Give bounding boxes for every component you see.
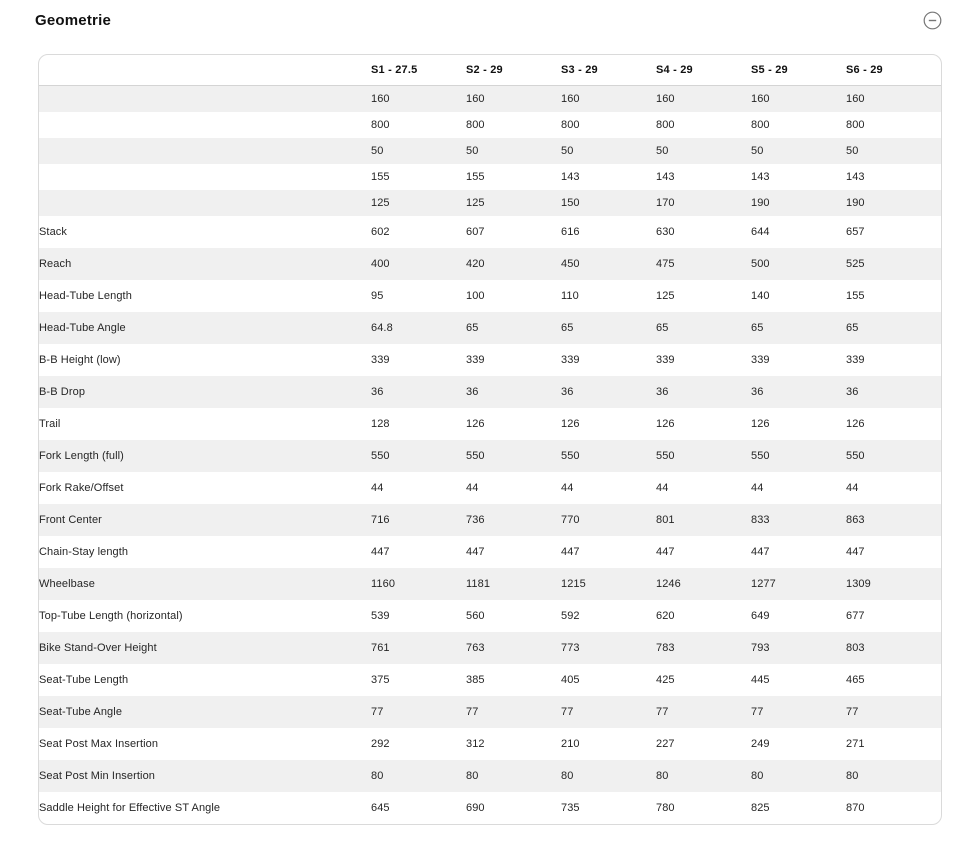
row-label: Front Center	[39, 514, 102, 526]
cell-value: 550	[371, 450, 390, 462]
cell-value: 125	[656, 290, 675, 302]
cell-value: 447	[846, 546, 865, 558]
cell-value: 292	[371, 738, 390, 750]
table-row	[39, 792, 941, 824]
cell-value: 44	[371, 482, 384, 494]
cell-value: 160	[371, 93, 390, 105]
table-row	[39, 138, 941, 164]
geometry-table	[39, 55, 941, 824]
minus-circle-icon	[923, 11, 942, 30]
cell-value: 825	[751, 802, 770, 814]
cell-value: 447	[656, 546, 675, 558]
cell-value: 77	[466, 706, 479, 718]
cell-value: 539	[371, 610, 390, 622]
cell-value: 155	[466, 171, 485, 183]
cell-value: 50	[751, 145, 764, 157]
cell-value: 592	[561, 610, 580, 622]
cell-value: 1181	[466, 578, 491, 590]
cell-value: 447	[371, 546, 390, 558]
cell-value: 126	[561, 418, 580, 430]
cell-value: 77	[561, 706, 574, 718]
column-header: S5 - 29	[751, 55, 846, 86]
table-row	[39, 536, 941, 568]
cell-value: 80	[656, 770, 669, 782]
row-label	[39, 164, 371, 190]
cell-value: 1246	[656, 578, 681, 590]
table-row	[39, 664, 941, 696]
cell-value: 160	[466, 93, 485, 105]
cell-value: 447	[466, 546, 485, 558]
cell-value: 210	[561, 738, 580, 750]
cell-value: 616	[561, 226, 580, 238]
cell-value: 649	[751, 610, 770, 622]
cell-value: 803	[846, 642, 865, 654]
row-label: Head-Tube Length	[39, 290, 132, 302]
cell-value: 128	[371, 418, 390, 430]
cell-value: 447	[751, 546, 770, 558]
row-label: Fork Length (full)	[39, 450, 124, 462]
cell-value: 100	[466, 290, 485, 302]
cell-value: 77	[371, 706, 384, 718]
cell-value: 607	[466, 226, 485, 238]
cell-value: 644	[751, 226, 770, 238]
cell-value: 44	[466, 482, 479, 494]
row-label: Fork Rake/Offset	[39, 482, 124, 494]
cell-value: 80	[371, 770, 384, 782]
cell-value: 160	[656, 93, 675, 105]
column-header: S4 - 29	[656, 55, 751, 86]
cell-value: 475	[656, 258, 675, 270]
cell-value: 80	[561, 770, 574, 782]
cell-value: 44	[656, 482, 669, 494]
cell-value: 143	[751, 171, 770, 183]
row-label: Seat Post Min Insertion	[39, 770, 156, 782]
cell-value: 190	[846, 197, 865, 209]
cell-value: 800	[656, 119, 675, 131]
table-row	[39, 216, 941, 248]
row-label: Stack	[39, 226, 68, 238]
table-row	[39, 472, 941, 504]
column-header: S2 - 29	[466, 55, 561, 86]
cell-value: 800	[846, 119, 865, 131]
cell-value: 1160	[371, 578, 396, 590]
cell-value: 716	[371, 514, 390, 526]
cell-value: 312	[466, 738, 485, 750]
cell-value: 465	[846, 674, 865, 686]
cell-value: 160	[561, 93, 580, 105]
cell-value: 126	[751, 418, 770, 430]
cell-value: 500	[751, 258, 770, 270]
section-title: Geometrie	[35, 11, 111, 29]
row-label: B-B Height (low)	[39, 354, 121, 366]
cell-value: 65	[656, 322, 669, 334]
row-label	[39, 112, 371, 138]
row-label: Seat-Tube Angle	[39, 706, 123, 718]
row-label	[39, 86, 371, 113]
cell-value: 65	[751, 322, 764, 334]
cell-value: 50	[846, 145, 859, 157]
cell-value: 645	[371, 802, 390, 814]
cell-value: 1309	[846, 578, 871, 590]
row-label: Seat Post Max Insertion	[39, 738, 159, 750]
table-row	[39, 112, 941, 138]
cell-value: 339	[751, 354, 770, 366]
column-header: S6 - 29	[846, 55, 941, 86]
cell-value: 36	[751, 386, 764, 398]
table-row	[39, 408, 941, 440]
cell-value: 735	[561, 802, 580, 814]
cell-value: 125	[371, 197, 390, 209]
cell-value: 450	[561, 258, 580, 270]
table-row	[39, 312, 941, 344]
cell-value: 44	[846, 482, 859, 494]
cell-value: 36	[656, 386, 669, 398]
cell-value: 800	[561, 119, 580, 131]
cell-value: 339	[466, 354, 485, 366]
cell-value: 36	[846, 386, 859, 398]
column-header-blank	[39, 55, 371, 86]
cell-value: 375	[371, 674, 390, 686]
cell-value: 870	[846, 802, 865, 814]
cell-value: 143	[846, 171, 865, 183]
cell-value: 36	[466, 386, 479, 398]
cell-value: 50	[656, 145, 669, 157]
cell-value: 602	[371, 226, 390, 238]
cell-value: 620	[656, 610, 675, 622]
row-label: Trail	[39, 418, 61, 430]
cell-value: 77	[656, 706, 669, 718]
cell-value: 761	[371, 642, 390, 654]
cell-value: 65	[466, 322, 479, 334]
table-row	[39, 728, 941, 760]
table-row	[39, 86, 941, 113]
table-row	[39, 632, 941, 664]
cell-value: 833	[751, 514, 770, 526]
cell-value: 770	[561, 514, 580, 526]
cell-value: 227	[656, 738, 675, 750]
cell-value: 170	[656, 197, 675, 209]
cell-value: 36	[561, 386, 574, 398]
row-label: Bike Stand-Over Height	[39, 642, 157, 654]
cell-value: 560	[466, 610, 485, 622]
table-row	[39, 344, 941, 376]
cell-value: 143	[561, 171, 580, 183]
table-row	[39, 696, 941, 728]
cell-value: 44	[561, 482, 574, 494]
cell-value: 150	[561, 197, 580, 209]
cell-value: 420	[466, 258, 485, 270]
table-row	[39, 600, 941, 632]
cell-value: 50	[371, 145, 384, 157]
cell-value: 863	[846, 514, 865, 526]
cell-value: 95	[371, 290, 384, 302]
cell-value: 773	[561, 642, 580, 654]
row-label: Wheelbase	[39, 578, 95, 590]
row-label: Top-Tube Length (horizontal)	[39, 610, 183, 622]
cell-value: 780	[656, 802, 675, 814]
cell-value: 126	[466, 418, 485, 430]
cell-value: 271	[846, 738, 865, 750]
cell-value: 65	[561, 322, 574, 334]
table-row	[39, 440, 941, 472]
cell-value: 126	[846, 418, 865, 430]
cell-value: 445	[751, 674, 770, 686]
cell-value: 550	[656, 450, 675, 462]
cell-value: 550	[466, 450, 485, 462]
cell-value: 36	[371, 386, 384, 398]
cell-value: 155	[846, 290, 865, 302]
cell-value: 763	[466, 642, 485, 654]
table-row	[39, 504, 941, 536]
cell-value: 677	[846, 610, 865, 622]
cell-value: 657	[846, 226, 865, 238]
row-label: Saddle Height for Effective ST Angle	[39, 802, 221, 814]
cell-value: 50	[466, 145, 479, 157]
cell-value: 736	[466, 514, 485, 526]
table-row	[39, 190, 941, 216]
cell-value: 400	[371, 258, 390, 270]
table-row	[39, 568, 941, 600]
table-row	[39, 280, 941, 312]
cell-value: 44	[751, 482, 764, 494]
cell-value: 65	[846, 322, 859, 334]
cell-value: 160	[846, 93, 865, 105]
cell-value: 160	[751, 93, 770, 105]
cell-value: 339	[371, 354, 390, 366]
cell-value: 77	[751, 706, 764, 718]
table-row	[39, 376, 941, 408]
cell-value: 550	[751, 450, 770, 462]
row-label: B-B Drop	[39, 386, 86, 398]
cell-value: 425	[656, 674, 675, 686]
row-label: Reach	[39, 258, 72, 270]
cell-value: 80	[846, 770, 859, 782]
geometry-section-header	[35, 9, 942, 31]
cell-value: 80	[466, 770, 479, 782]
collapse-section-button[interactable]	[922, 10, 942, 30]
cell-value: 110	[561, 290, 579, 302]
cell-value: 550	[561, 450, 580, 462]
row-label	[39, 138, 371, 164]
cell-value: 249	[751, 738, 770, 750]
table-row	[39, 248, 941, 280]
cell-value: 630	[656, 226, 675, 238]
cell-value: 405	[561, 674, 580, 686]
table-header-row	[39, 55, 941, 86]
cell-value: 800	[371, 119, 390, 131]
cell-value: 126	[656, 418, 675, 430]
table-row	[39, 164, 941, 190]
geometry-table-card	[38, 54, 942, 825]
row-label: Head-Tube Angle	[39, 322, 126, 334]
cell-value: 690	[466, 802, 485, 814]
cell-value: 125	[466, 197, 485, 209]
cell-value: 800	[466, 119, 485, 131]
cell-value: 525	[846, 258, 865, 270]
cell-value: 80	[751, 770, 764, 782]
cell-value: 64.8	[371, 322, 393, 334]
column-header: S1 - 27.5	[371, 55, 466, 86]
cell-value: 1277	[751, 578, 776, 590]
cell-value: 550	[846, 450, 865, 462]
row-label: Chain-Stay length	[39, 546, 129, 558]
cell-value: 140	[751, 290, 770, 302]
cell-value: 155	[371, 171, 390, 183]
cell-value: 800	[751, 119, 770, 131]
cell-value: 77	[846, 706, 859, 718]
cell-value: 50	[561, 145, 574, 157]
cell-value: 793	[751, 642, 770, 654]
cell-value: 1215	[561, 578, 586, 590]
row-label: Seat-Tube Length	[39, 674, 129, 686]
cell-value: 190	[751, 197, 770, 209]
cell-value: 783	[656, 642, 675, 654]
cell-value: 339	[561, 354, 580, 366]
row-label	[39, 190, 371, 216]
cell-value: 801	[656, 514, 675, 526]
cell-value: 385	[466, 674, 485, 686]
table-row	[39, 760, 941, 792]
cell-value: 339	[846, 354, 865, 366]
column-header: S3 - 29	[561, 55, 656, 86]
cell-value: 447	[561, 546, 580, 558]
cell-value: 339	[656, 354, 675, 366]
cell-value: 143	[656, 171, 675, 183]
